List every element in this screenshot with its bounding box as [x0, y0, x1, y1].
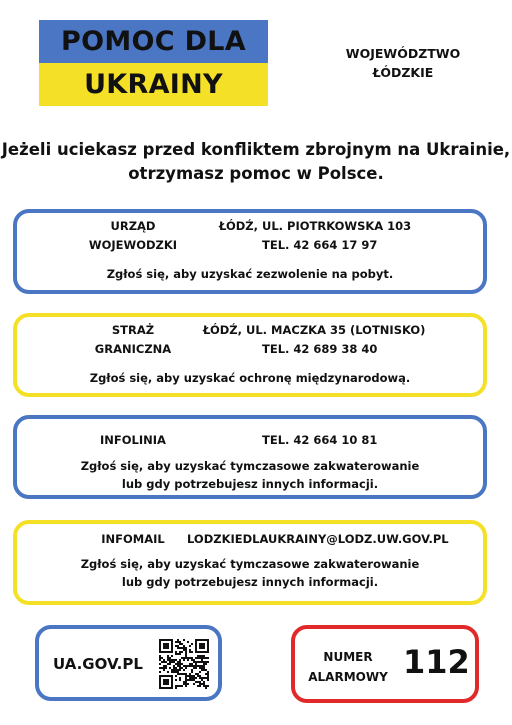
card-label: INFOLINIA	[100, 433, 166, 447]
card-label-line-1: STRAŻ	[111, 323, 155, 337]
emergency-label-line-2: ALARMOWY	[308, 670, 388, 684]
card-label: INFOMAIL	[101, 532, 165, 546]
logo-bottom-band	[39, 63, 268, 106]
card-label-line-2: GRANICZNA	[94, 342, 172, 356]
emergency-label	[303, 647, 393, 687]
region-name	[318, 44, 488, 82]
card-address: ŁÓDŹ, UL. PIOTRKOWSKA 103	[219, 219, 412, 233]
card-note	[17, 457, 483, 493]
qr-code-icon[interactable]	[159, 639, 209, 689]
logo-top-band	[39, 20, 268, 63]
logo-line-1: POMOC DLA	[61, 26, 246, 57]
card-phone: TEL. 42 664 17 97	[262, 238, 378, 252]
intro-line-1: Jeżeli uciekasz przed konfliktem zbrojnym na Ukrainie,	[1, 140, 511, 159]
intro-heading	[0, 138, 512, 186]
intro-line-2: otrzymasz pomoc w Polsce.	[128, 164, 384, 183]
logo-line-2: UKRAINY	[84, 69, 223, 100]
card-note-line-1: Zgłoś się, aby uzyskać tymczasowe zakwaterowanie	[80, 459, 420, 473]
card-note-line-2: lub gdy potrzebujesz innych informacji.	[121, 575, 379, 589]
card-note	[17, 555, 483, 591]
emergency-box	[291, 625, 479, 703]
card-email[interactable]: LODZKIEDLAUKRAINY@LODZ.UW.GOV.PL	[187, 532, 449, 546]
card-infomail	[13, 520, 487, 605]
card-label	[73, 321, 193, 359]
card-phone[interactable]: TEL. 42 664 10 81	[262, 433, 378, 447]
card-note-line-1: Zgłoś się, aby uzyskać tymczasowe zakwaterowanie	[80, 557, 420, 571]
website-link[interactable]: UA.GOV.PL	[53, 655, 143, 673]
card-border-guard	[13, 313, 487, 397]
card-label-line-1: URZĄD	[110, 219, 156, 233]
card-note: Zgłoś się, aby uzyskać ochronę międzynarodową.	[89, 371, 411, 385]
region-line-1: WOJEWÓDZTWO	[345, 46, 461, 61]
card-voivodeship-office	[13, 209, 487, 294]
card-label-line-2: WOJEWODZKI	[88, 238, 178, 252]
emergency-number[interactable]: 112	[403, 643, 470, 681]
card-address: ŁÓDŹ, UL. MACZKA 35 (LOTNISKO)	[203, 323, 426, 337]
card-phone: TEL. 42 689 38 40	[262, 342, 378, 356]
emergency-label-line-1: NUMER	[323, 650, 373, 664]
website-box	[35, 625, 222, 701]
card-note: Zgłoś się, aby uzyskać zezwolenie na pobyt.	[106, 267, 394, 281]
card-infoline	[13, 415, 487, 499]
logo	[39, 20, 268, 106]
card-note-line-2: lub gdy potrzebujesz innych informacji.	[121, 477, 379, 491]
region-line-2: ŁÓDZKIE	[372, 65, 434, 80]
card-label	[73, 217, 193, 255]
